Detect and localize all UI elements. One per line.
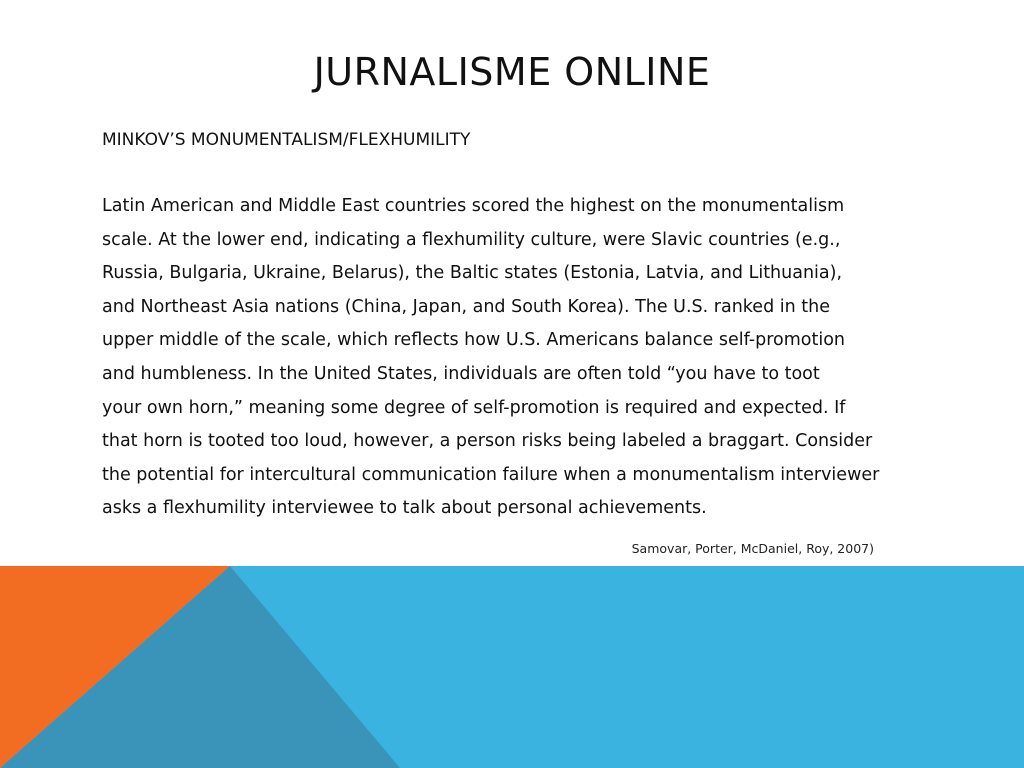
body-line: and Northeast Asia nations (China, Japan, and South Korea). The U.S. ranked in the bbox=[102, 296, 830, 317]
citation: Samovar, Porter, McDaniel, Roy, 2007) bbox=[631, 541, 874, 556]
slide-title: JURNALISME ONLINE bbox=[313, 50, 711, 94]
body-line: asks a flexhumility interviewee to talk about personal achievements. bbox=[102, 498, 707, 519]
body-line: the potential for intercultural communication failure when a monumentalism interviewer bbox=[102, 464, 880, 485]
decorative-band bbox=[0, 566, 1024, 768]
body-line: Russia, Bulgaria, Ukraine, Belarus), the Baltic states (Estonia, Latvia, and Lithuania), bbox=[102, 263, 843, 284]
slide-subtitle: MINKOV’S MONUMENTALISM/FLEXHUMILITY bbox=[102, 130, 471, 150]
body-line: your own horn,” meaning some degree of self-promotion is required and expected. If bbox=[102, 397, 846, 418]
body-line: that horn is tooted too loud, however, a person risks being labeled a braggart. Consider bbox=[102, 431, 873, 452]
body-line: Latin American and Middle East countries scored the highest on the monumentalism bbox=[102, 196, 845, 216]
body-paragraph bbox=[102, 190, 892, 526]
body-line: and humbleness. In the United States, individuals are often told “you have to toot bbox=[102, 363, 820, 384]
body-line: scale. At the lower end, indicating a flexhumility culture, were Slavic countries (e.g., bbox=[102, 229, 841, 250]
body-line: upper middle of the scale, which reflects how U.S. Americans balance self-promotion bbox=[102, 330, 846, 351]
